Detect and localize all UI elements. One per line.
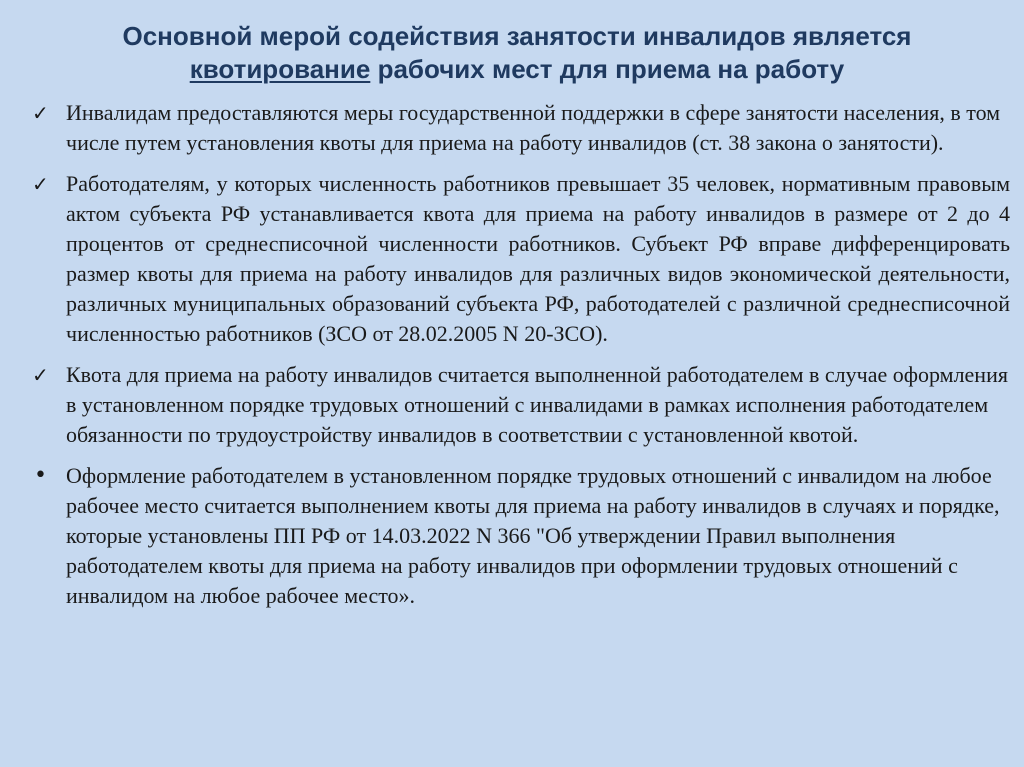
list-item-text: Оформление работодателем в установленном порядке трудовых отношений с инвалидом на любое рабочее место считается выполнением квоты для приема на работу инвалидов в случаях и порядке, которые установлены ПП РФ от 14.03.2022 N 366 "Об утверждении Правил выполнения работодателем квоты для приема на работу инвалидов при оформлении трудовых отношений с инвалидом на любое рабочее место».: [66, 463, 1000, 608]
title-underlined-word: квотирование: [189, 54, 371, 84]
list-item: [24, 169, 1010, 349]
list-item-text: Квота для приема на работу инвалидов считается выполненной работодателем в случае оформления в установленном порядке трудовых отношений с инвалидами в рамках исполнения работодателем обязанности по трудоустройству инвалидов в соответствии с установленной квотой.: [66, 362, 1008, 447]
list-item: [24, 98, 1010, 158]
check-icon: ✓: [32, 101, 49, 125]
list-item: [24, 461, 1010, 611]
list-item-text: Работодателям, у которых численность работников превышает 35 человек, нормативным правовым актом субъекта РФ устанавливается квота для приема на работу инвалидов в размере от 2 до 4 процентов от среднесписочной численности работников. Субъект РФ вправе дифференцировать размер квоты для приема на работу инвалидов для различных видов экономической деятельности, различных муниципальных образований субъекта РФ, работодателей с различной среднесписочной численностью работников (ЗСО от 28.02.2005 N 20-ЗСО).: [66, 171, 1010, 346]
list-item: [24, 360, 1010, 450]
bullet-list: [24, 98, 1010, 611]
slide-title: [24, 20, 1010, 86]
bullet-icon: •: [34, 463, 47, 488]
check-icon: ✓: [32, 363, 49, 387]
check-icon: ✓: [32, 172, 49, 196]
title-line-1: Основной мерой содействия занятости инвалидов является: [122, 21, 912, 51]
title-line-2: рабочих мест для приема на работу: [377, 54, 845, 84]
list-item-text: Инвалидам предоставляются меры государственной поддержки в сфере занятости населения, в том числе путем установления квоты для приема на работу инвалидов (ст. 38 закона о занятости).: [66, 100, 1001, 155]
